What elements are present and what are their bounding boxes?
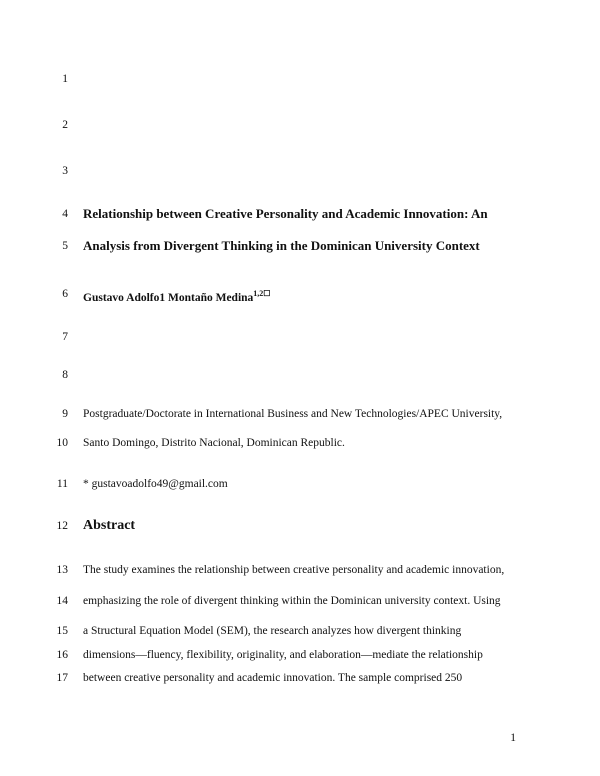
line-number: 13: [56, 564, 68, 576]
line-number: 5: [62, 240, 68, 252]
line-number: 1: [62, 73, 68, 85]
manuscript-line: [0, 592, 600, 610]
abstract-text-line: dimensions—fluency, flexibility, originality, and elaboration—mediate the relationship: [83, 649, 483, 661]
corresponding-email: * gustavoadolfo49@gmail.com: [83, 478, 228, 490]
line-number: 6: [62, 288, 68, 300]
manuscript-line: [0, 366, 600, 384]
manuscript-line: [0, 205, 600, 223]
line-number: 17: [56, 672, 68, 684]
affiliation-line-1: Postgraduate/Doctorate in International Business and New Technologies/APEC University,: [83, 408, 503, 420]
manuscript-line: [0, 162, 600, 180]
abstract-text-line: The study examines the relationship between creative personality and academic innovation,: [83, 564, 505, 576]
manuscript-line: [0, 116, 600, 134]
line-number: 12: [56, 520, 68, 532]
author-line: [83, 285, 563, 307]
page-number: 1: [510, 732, 516, 744]
line-number: 16: [56, 649, 68, 661]
manuscript-line: [0, 405, 600, 423]
abstract-heading: Abstract: [83, 518, 136, 533]
abstract-text-line: between creative personality and academic innovation. The sample comprised 250: [83, 672, 463, 684]
paper-title-line-1: Relationship between Creative Personality and Academic Innovation: An: [83, 206, 488, 221]
line-number: 11: [56, 478, 68, 490]
line-number: 7: [62, 331, 68, 343]
manuscript-line: [0, 669, 600, 687]
manuscript-line: [0, 622, 600, 640]
manuscript-line: [0, 70, 600, 88]
paper-title-line-2: Analysis from Divergent Thinking in the Dominican University Context: [83, 238, 480, 253]
author-name: Gustavo Adolfo1 Montaño Medina: [83, 292, 254, 304]
abstract-text-line: a Structural Equation Model (SEM), the research analyzes how divergent thinking: [83, 625, 462, 637]
manuscript-line: [0, 285, 600, 303]
manuscript-line: [0, 517, 600, 535]
manuscript-line: [0, 475, 600, 493]
affiliation-line-2: Santo Domingo, Distrito Nacional, Dominican Republic.: [83, 437, 345, 449]
author-affiliation-marker: 1,2☐: [253, 289, 271, 298]
line-number: 15: [56, 625, 68, 637]
line-number: 9: [62, 408, 68, 420]
line-number: 10: [56, 437, 68, 449]
manuscript-line: [0, 434, 600, 452]
line-number: 8: [62, 369, 68, 381]
line-number: 4: [62, 208, 68, 220]
abstract-text-line: emphasizing the role of divergent thinking within the Dominican university context. Using: [83, 595, 501, 607]
line-number: 3: [62, 165, 68, 177]
manuscript-line: [0, 237, 600, 255]
manuscript-line: [0, 328, 600, 346]
line-number: 2: [62, 119, 68, 131]
manuscript-line: [0, 561, 600, 579]
manuscript-line: [0, 646, 600, 664]
line-number: 14: [56, 595, 68, 607]
